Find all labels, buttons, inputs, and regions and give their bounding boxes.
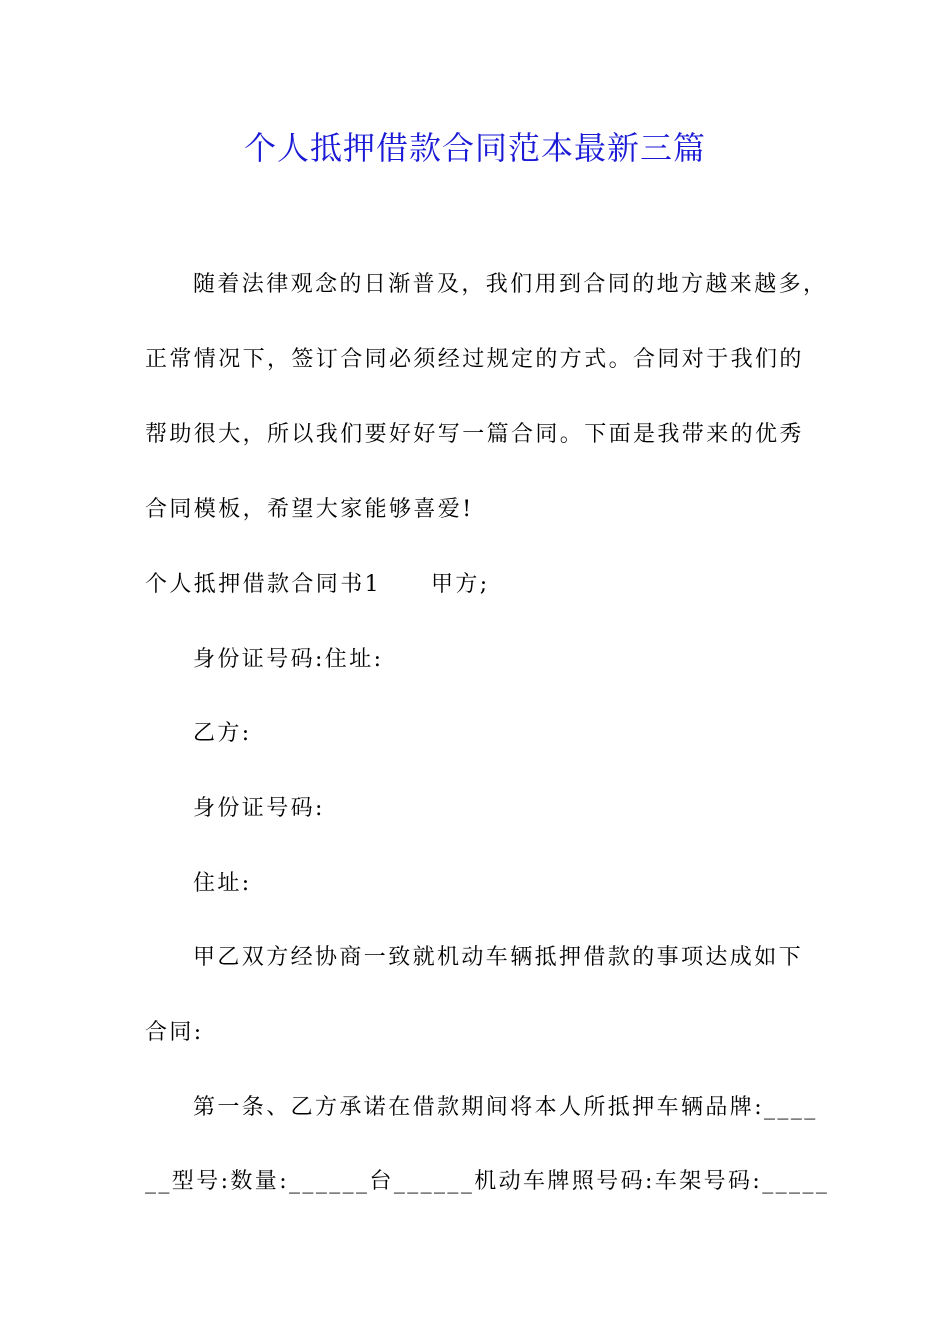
- party-b-address: 住址:: [193, 871, 252, 896]
- party-b-label: 乙方:: [193, 721, 252, 746]
- intro-line-1: 随着法律观念的日渐普及，我们用到合同的地方越来越多，: [193, 272, 828, 297]
- contract-heading-row: [145, 570, 825, 600]
- document-title: 个人抵押借款合同范本最新三篇: [243, 129, 706, 167]
- party-a-label: 甲方;: [431, 572, 490, 597]
- party-b-id: 身份证号码:: [193, 796, 325, 821]
- agreement-line-1: 甲乙双方经协商一致就机动车辆抵押借款的事项达成如下: [193, 945, 804, 970]
- intro-line-3: 帮助很大，所以我们要好好写一篇合同。下面是我带来的优秀: [145, 422, 804, 447]
- party-a-id-address: 身份证号码:住址:: [193, 647, 384, 672]
- intro-line-2: 正常情况下，签订合同必须经过规定的方式。合同对于我们的: [145, 347, 804, 372]
- contract-heading: 个人抵押借款合同书1: [145, 572, 381, 597]
- article-one-line-2: __型号:数量:______台______机动车牌照号码:车架号码:_____: [145, 1169, 830, 1194]
- agreement-line-2: 合同:: [145, 1020, 204, 1045]
- intro-line-4: 合同模板，希望大家能够喜爱!: [145, 497, 474, 522]
- article-one-line-1: 第一条、乙方承诺在借款期间将本人所抵押车辆品牌:____: [193, 1095, 818, 1120]
